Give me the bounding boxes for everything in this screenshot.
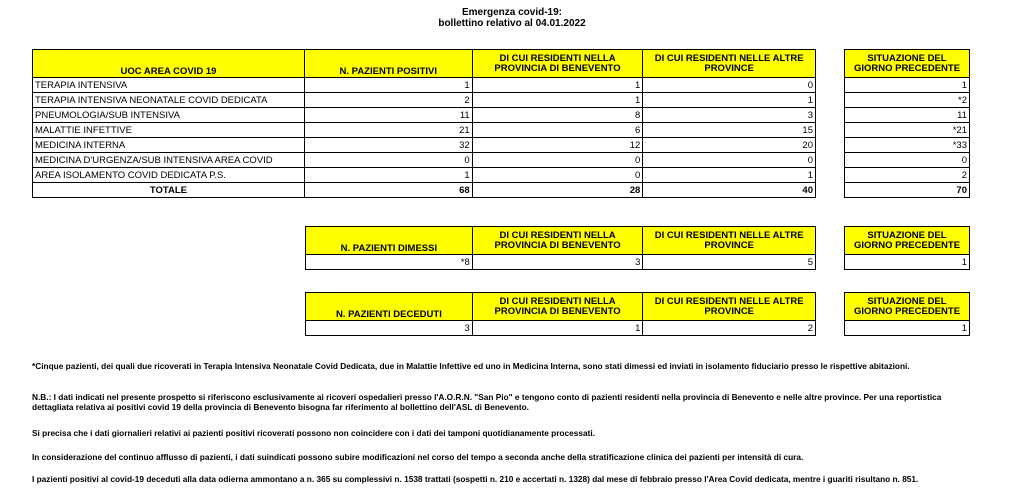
- dimessi-table: [305, 226, 816, 270]
- prev-day-value: *33: [845, 138, 970, 153]
- report-title-line2: bollettino relativo al 04.01.2022: [438, 18, 586, 29]
- table-row: [33, 153, 816, 168]
- cell-benevento: 8: [472, 108, 643, 123]
- cell-positivi: 2: [304, 93, 472, 108]
- dimessi-benevento-value: 3: [472, 255, 643, 270]
- cell-benevento: 0: [472, 153, 643, 168]
- col-header-positivi: N. PAZIENTI POSITIVI: [304, 50, 472, 78]
- deceduti-table: [305, 292, 816, 336]
- note-nb: N.B.: I dati indicati nel presente prospetto si riferiscono esclusivamente ai ricoveri ospedalieri presso l'A.O.R.N. "San Pio" e tengono conto di pazienti residenti nella provincia di Benevento e nelle altre province. Per una reportistica dettagliata relativa ai positivi covid 19 della provincia di Benevento bisogna far riferimento al bollettino dell'ASL di Benevento.: [32, 392, 942, 412]
- cell-positivi: 21: [304, 123, 472, 138]
- dimessi-value: *8: [306, 255, 473, 270]
- col-header-uoc: UOC AREA COVID 19: [33, 50, 305, 78]
- cell-positivi: 1: [304, 78, 472, 93]
- footnotes: [32, 361, 972, 371]
- cell-positivi: 0: [304, 153, 472, 168]
- note-deceduti: I pazienti positivi al covid-19 deceduti alla data odierna ammontano a n. 365 su complessivi n. 1538 trattati (sospetti n. 210 e accertati n. 1328) dal mese di febbraio presso l'Area Covid dedicata, mentre i guariti risultano n. 851.: [32, 474, 919, 484]
- table-row: [33, 123, 816, 138]
- row-label: PNEUMOLOGIA/SUB INTENSIVA: [33, 108, 305, 123]
- prev-day-total: 70: [845, 183, 970, 198]
- deceduti-altre-value: 2: [643, 321, 816, 336]
- dimessi-benevento-header: DI CUI RESIDENTI NELLA PROVINCIA DI BENEVENTO: [472, 227, 643, 255]
- table-row: [33, 78, 816, 93]
- cell-benevento: 0: [472, 168, 643, 183]
- cell-benevento: 1: [472, 78, 643, 93]
- table-row: [33, 168, 816, 183]
- cell-benevento: 12: [472, 138, 643, 153]
- prev-day-value: 1: [845, 78, 970, 93]
- deceduti-header: N. PAZIENTI DECEDUTI: [306, 293, 473, 321]
- prev-day-value: *21: [845, 123, 970, 138]
- deceduti-value: 3: [306, 321, 473, 336]
- dimessi-prev-table: [844, 226, 970, 270]
- prev-day-table: [844, 49, 970, 198]
- prev-day-value: 2: [845, 168, 970, 183]
- dimessi-prev-value: 1: [845, 255, 970, 270]
- note-dimessi: *Cinque pazienti, dei quali due ricoverati in Terapia Intensiva Neonatale Covid Dedicata, due in Malattie Infettive ed uno in Medicina Interna, sono stati dimessi ed inviati in isolamento fiduciario presso le rispettive abitazioni.: [32, 361, 910, 371]
- cell-altre: 15: [643, 123, 816, 138]
- deceduti-benevento-value: 1: [472, 321, 643, 336]
- cell-altre: 0: [643, 153, 816, 168]
- footnotes-nb: [32, 392, 972, 412]
- prev-day-value: 0: [845, 153, 970, 168]
- report-title-line1: Emergenza covid-19:: [461, 7, 563, 18]
- main-table: [32, 49, 816, 198]
- deceduti-prev-header: SITUAZIONE DEL GIORNO PRECEDENTE: [845, 293, 970, 321]
- deceduti-prev-table: [844, 292, 970, 336]
- note-tamponi: Si precisa che i dati giornalieri relativi ai pazienti positivi ricoverati possono non coincidere con i dati dei tamponi quotidianamente processati.: [32, 428, 595, 438]
- col-header-altre: DI CUI RESIDENTI NELLE ALTRE PROVINCE: [643, 50, 816, 78]
- cell-positivi: 1: [304, 168, 472, 183]
- total-row: [33, 183, 816, 198]
- cell-altre: 0: [643, 78, 816, 93]
- prev-day-value: *2: [845, 93, 970, 108]
- table-row: [33, 93, 816, 108]
- cell-positivi: 32: [304, 138, 472, 153]
- row-label: AREA ISOLAMENTO COVID DEDICATA P.S.: [33, 168, 305, 183]
- total-positivi: 68: [304, 183, 472, 198]
- table-row: [33, 138, 816, 153]
- dimessi-altre-value: 5: [643, 255, 816, 270]
- footnotes-deceduti: [32, 474, 972, 484]
- row-label: TERAPIA INTENSIVA NEONATALE COVID DEDICATA: [33, 93, 305, 108]
- prev-day-header: SITUAZIONE DEL GIORNO PRECEDENTE: [845, 50, 970, 78]
- footnotes-tamponi: [32, 428, 972, 438]
- prev-day-value: 11: [845, 108, 970, 123]
- deceduti-benevento-header: DI CUI RESIDENTI NELLA PROVINCIA DI BENEVENTO: [472, 293, 643, 321]
- cell-benevento: 1: [472, 93, 643, 108]
- total-label: TOTALE: [33, 183, 305, 198]
- dimessi-prev-header: SITUAZIONE DEL GIORNO PRECEDENTE: [845, 227, 970, 255]
- deceduti-prev-value: 1: [845, 321, 970, 336]
- cell-positivi: 11: [304, 108, 472, 123]
- row-label: MEDICINA INTERNA: [33, 138, 305, 153]
- dimessi-altre-header: DI CUI RESIDENTI NELLE ALTRE PROVINCE: [643, 227, 816, 255]
- row-label: MEDICINA D'URGENZA/SUB INTENSIVA AREA COVID: [33, 153, 305, 168]
- total-benevento: 28: [472, 183, 643, 198]
- col-header-benevento: DI CUI RESIDENTI NELLA PROVINCIA DI BENEVENTO: [472, 50, 643, 78]
- cell-altre: 1: [643, 93, 816, 108]
- row-label: MALATTIE INFETTIVE: [33, 123, 305, 138]
- cell-altre: 1: [643, 168, 816, 183]
- table-row: [33, 108, 816, 123]
- deceduti-altre-header: DI CUI RESIDENTI NELLE ALTRE PROVINCE: [643, 293, 816, 321]
- total-altre: 40: [643, 183, 816, 198]
- cell-altre: 20: [643, 138, 816, 153]
- note-afflusso: In considerazione del continuo afflusso di pazienti, i dati suindicati possono subire modificazioni nel corso del tempo a seconda anche della stratificazione clinica dei pazienti per intensità di cura.: [32, 452, 804, 462]
- cell-altre: 3: [643, 108, 816, 123]
- row-label: TERAPIA INTENSIVA: [33, 78, 305, 93]
- dimessi-header: N. PAZIENTI DIMESSI: [306, 227, 473, 255]
- cell-benevento: 6: [472, 123, 643, 138]
- footnotes-afflusso: [32, 452, 972, 462]
